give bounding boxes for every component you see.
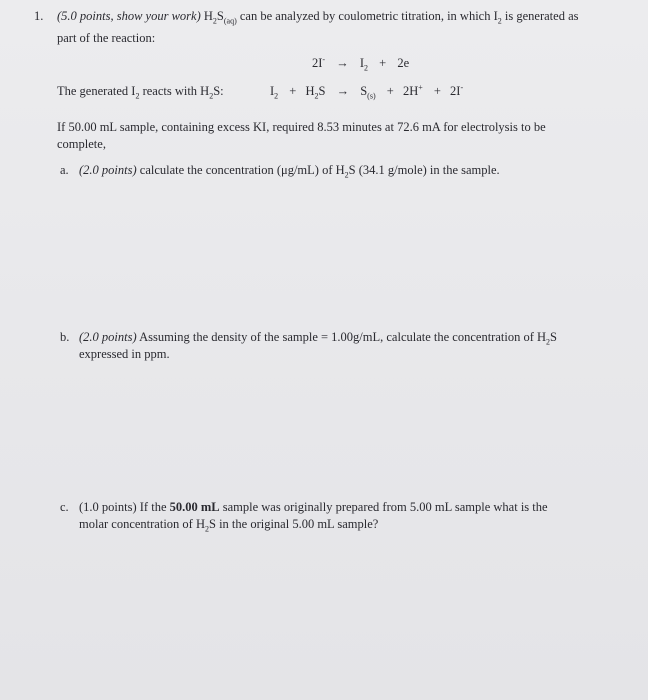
reaction-generation: $2I^- \to I_2 + 2e$ bbox=[312, 54, 410, 73]
part-c-letter: c. bbox=[60, 500, 69, 514]
question-number: 1. bbox=[34, 9, 44, 23]
arrow-icon: → bbox=[336, 84, 350, 98]
part-b-question: (2.0 points) Assuming the density of the sample = 1.00g/mL, calculate the concentration of $H_2S$ bbox=[79, 330, 557, 347]
reaction-h2s: $I_2 + H_2S \to S_{(s)} + 2H^+ + 2I^-$ bbox=[270, 82, 464, 101]
reaction-lead-text: The generated $I_2$ reacts with $H_2S$: bbox=[57, 84, 224, 101]
part-a-question: (2.0 points) calculate the concentration (μg/mL) of $H_2S$ (34.1 g/mole) in the sample. bbox=[79, 163, 500, 180]
part-b-letter: b. bbox=[60, 330, 70, 344]
question-intro-line2: part of the reaction: bbox=[57, 31, 156, 45]
points-label: (2.0 points) bbox=[79, 330, 137, 344]
part-a-letter: a. bbox=[60, 163, 69, 177]
conditions-line2: complete, bbox=[57, 137, 106, 151]
points-label: (2.0 points) bbox=[79, 163, 137, 177]
points-label: (1.0 points) bbox=[79, 500, 137, 514]
arrow-icon: → bbox=[336, 56, 349, 70]
points-label: (5.0 points, show your work) bbox=[57, 9, 201, 23]
part-c-line2: molar concentration of $H_2S$ in the original 5.00 mL sample? bbox=[79, 517, 379, 534]
bold-volume: 50.00 mL bbox=[169, 500, 220, 514]
part-b-line2: expressed in ppm. bbox=[79, 347, 170, 361]
part-c-question: (1.0 points) If the 50.00 mL sample was originally prepared from 5.00 mL sample what is the bbox=[79, 500, 548, 514]
question-intro: (5.0 points, show your work) $H_2S_{(aq)}$ can be analyzed by coulometric titration, in which $I_2$ is generated as bbox=[57, 9, 579, 26]
conditions-line1: If 50.00 mL sample, containing excess KI, required 8.53 minutes at 72.6 mA for electrolysis to be bbox=[57, 120, 546, 134]
